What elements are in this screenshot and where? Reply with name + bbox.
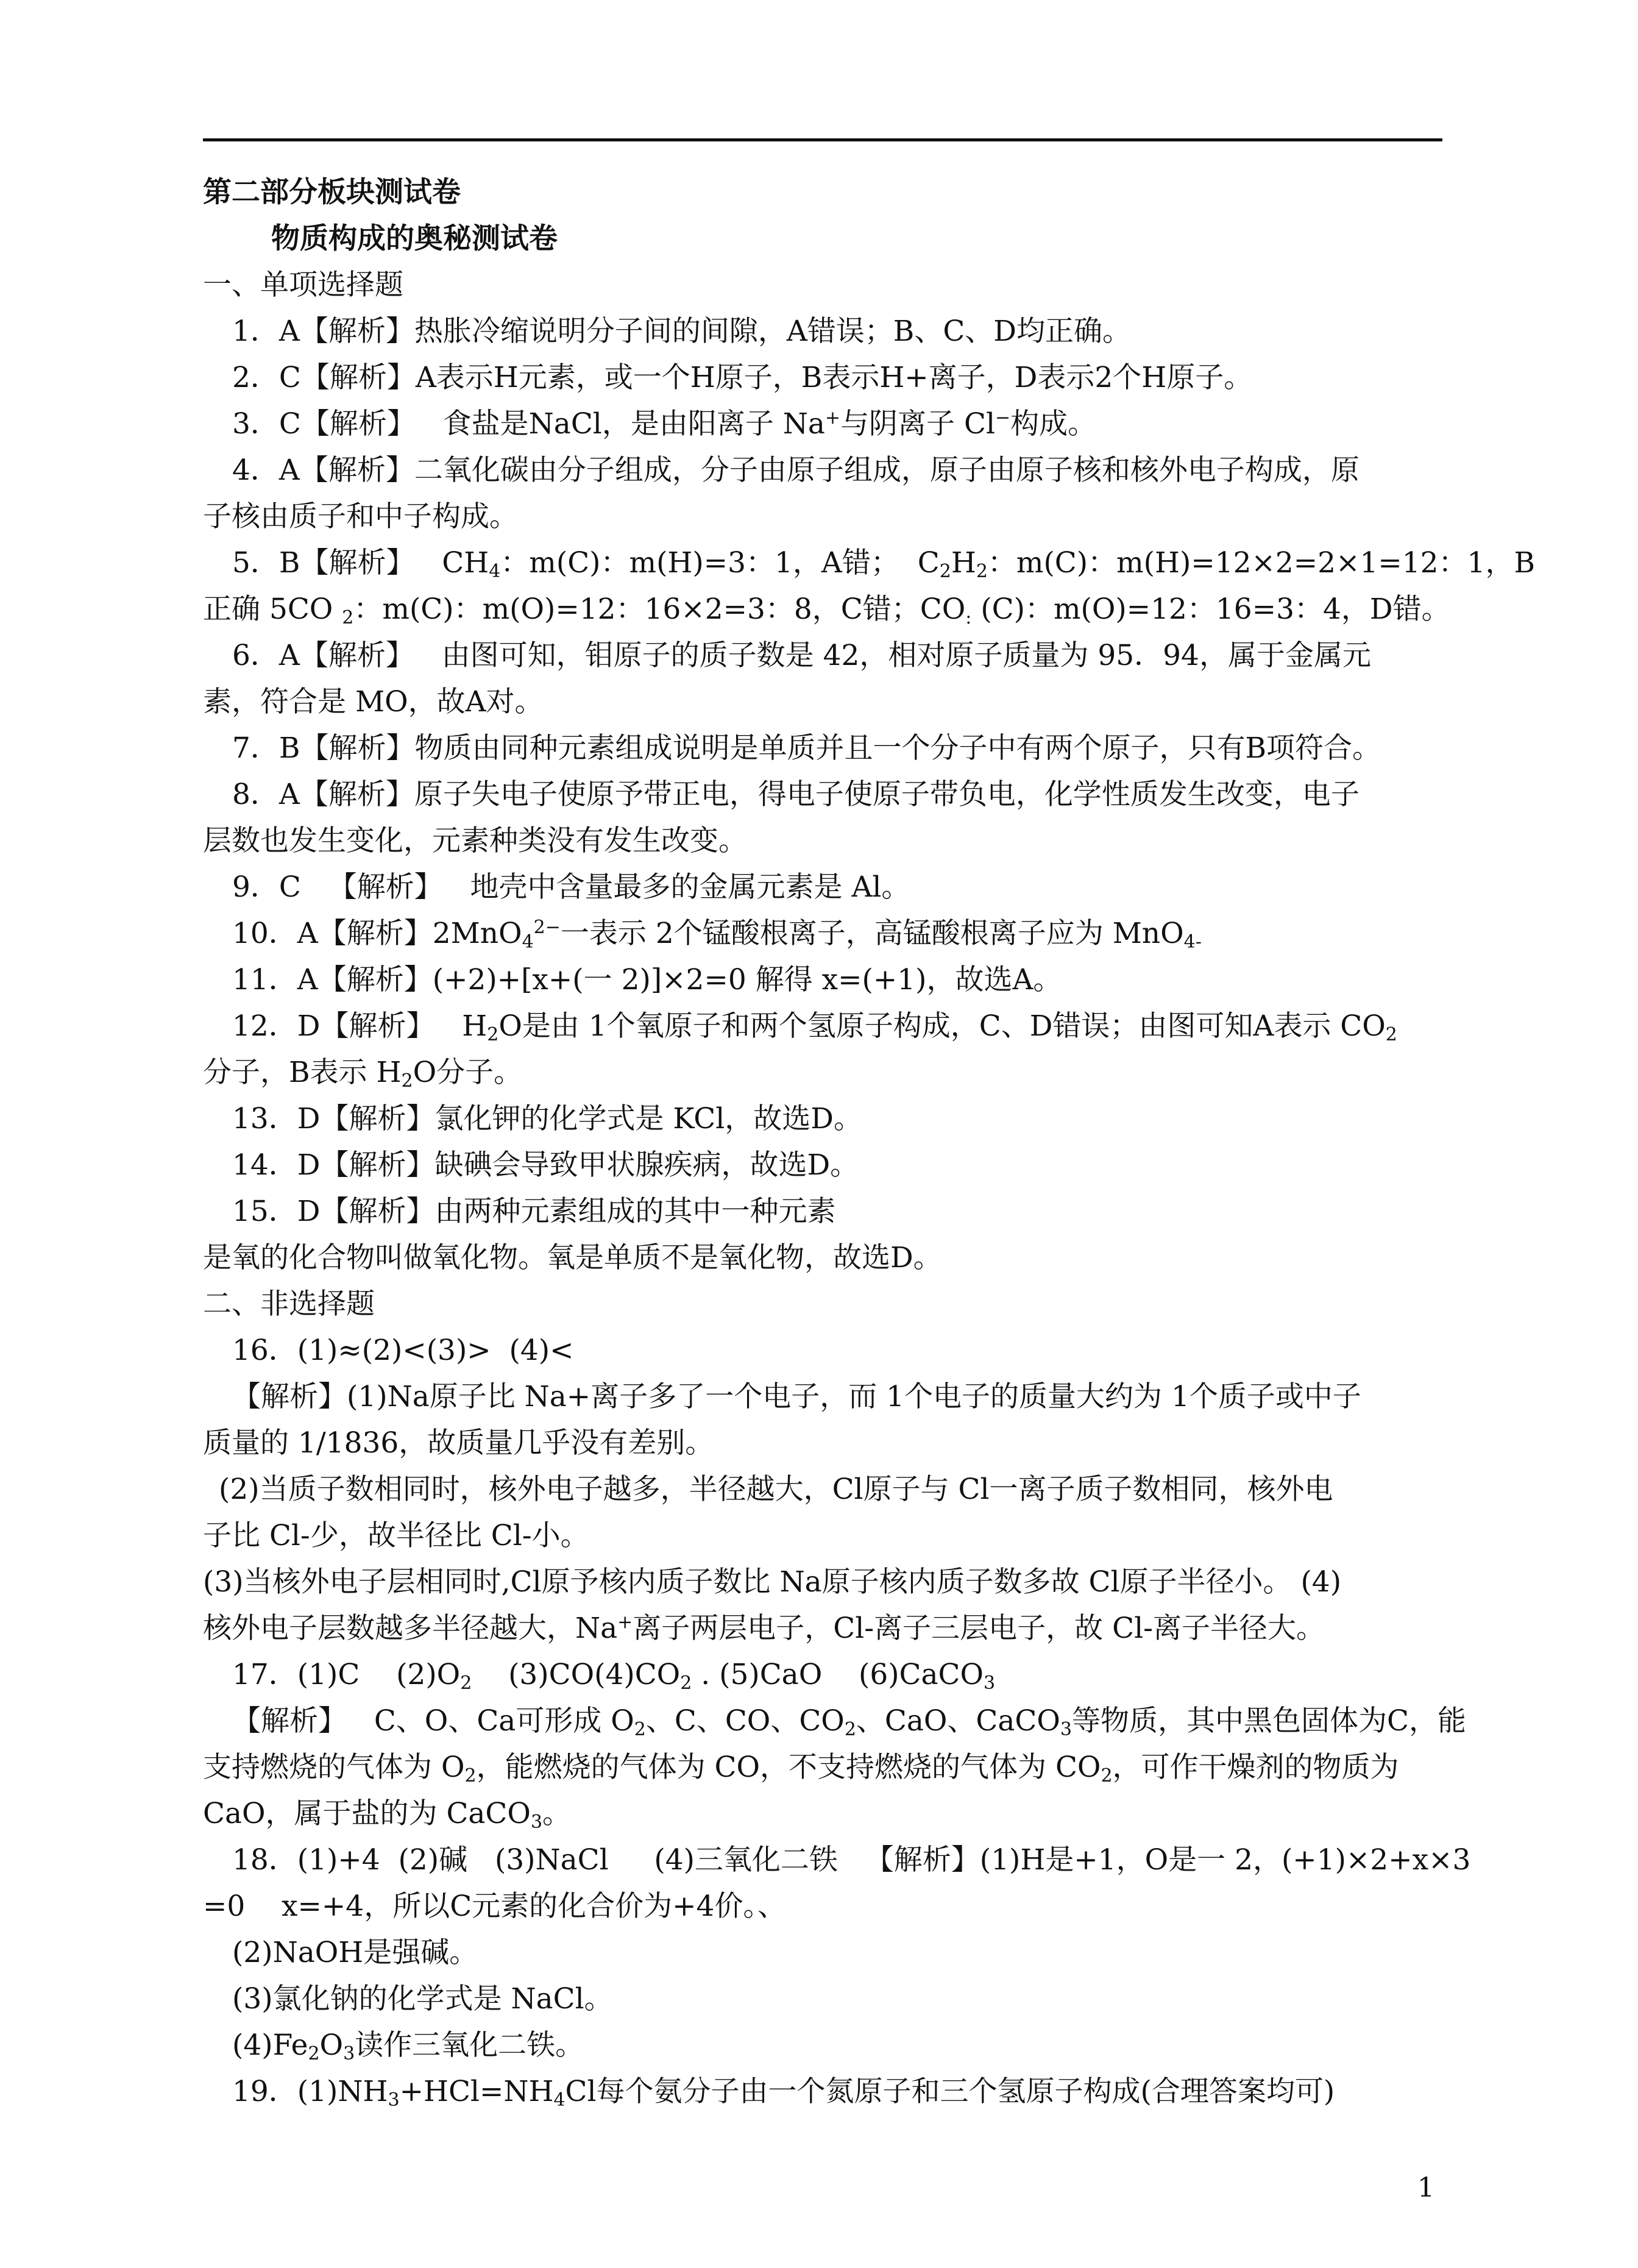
subscript: 2 — [634, 1719, 646, 1740]
answer-text — [203, 169, 1536, 2115]
subscript: 4 — [522, 931, 534, 953]
text-run: 离子两层电子，Cl-离子三层电子，故 Cl-离子半径大。 — [633, 1612, 1325, 1645]
answer-q2: 2．C【解析】A表示H元素，或一个H原子，B表示H+离子，D表示2个H原子。 — [232, 361, 1253, 394]
explain-q16-line4: 子比 Cl-少，故半径比 Cl-小。 — [203, 1519, 589, 1552]
text-run: 【解析】 C、O、Ca可形成 O — [232, 1704, 634, 1738]
explain-q16-line1: 【解析】(1)Na原子比 Na+离子多了一个电子，而 1个电子的质量大约为 1个质子或中子 — [232, 1380, 1361, 1413]
answer-q14: 14．D【解析】缺碘会导致甲状腺疾病，故选D。 — [232, 1148, 859, 1182]
answer-q4-line2: 子核由质子和中子构成。 — [203, 500, 518, 533]
subscript: 3 — [388, 2089, 400, 2111]
answer-q13: 13．D【解析】氯化钾的化学式是 KCl，故选D。 — [232, 1102, 862, 1136]
explain-q18-line4 — [203, 2022, 1452, 2069]
subscript: 2 — [460, 1673, 472, 1694]
subscript: 2 — [1385, 1024, 1397, 1045]
answer-q17 — [203, 1652, 1452, 1698]
text-run: 核外电子层数越多半径越大，Na — [203, 1612, 618, 1645]
text-run: ，可作干燥剂的物质为 — [1112, 1751, 1399, 1784]
subscript: 4 — [553, 2089, 566, 2111]
text-run: (3)CO(4)CO — [472, 1658, 681, 1691]
page-number: 1 — [1417, 2172, 1434, 2203]
subscript: 2 — [844, 1719, 856, 1740]
subscript: 2 — [487, 1024, 499, 1045]
text-run: Cl每个氨分子由一个氮原子和三个氢原子构成(合理答案均可) — [565, 2075, 1335, 2108]
subscript: 3 — [984, 1673, 996, 1694]
answer-q7: 7．B【解析】物质由同种元素组成说明是单质并且一个分子中有两个原子，只有B项符合。 — [232, 731, 1381, 765]
subscript: 3 — [530, 1811, 543, 1833]
answer-q11: 11．A【解析】(+2)+[x+(一 2)]×2=0 解得 x=(+1)，故选A。 — [232, 963, 1062, 997]
text-run: . (5)CaO (6)CaCO — [692, 1658, 984, 1691]
text-run: ：m(C)：m(H)=3：1，A错； C — [500, 546, 940, 580]
text-run: 10．A【解析】2MnO — [232, 917, 522, 950]
explain-q17-line2 — [203, 1744, 1452, 1791]
text-run: 5．B【解析】 CH — [232, 546, 489, 580]
text-run: O分子。 — [413, 1056, 523, 1089]
subscript: 2 — [464, 1765, 477, 1786]
subscript: 2 — [1101, 1765, 1113, 1786]
answer-q15-line2: 是氧的化合物叫做氧化物。氧是单质不是氧化物，故选D。 — [203, 1241, 942, 1274]
subscript: 3 — [1060, 1719, 1072, 1740]
part1-heading: 一、单项选择题 — [203, 268, 403, 302]
answer-q10 — [203, 911, 1452, 957]
explain-q16-line6 — [203, 1605, 1452, 1652]
answer-q4-line1: 4．A【解析】二氧化碳由分子组成，分子由原子组成，原子由原子核和核外电子构成，原 — [232, 453, 1360, 487]
test-title: 物质构成的奥秘测试卷 — [271, 222, 558, 255]
answer-q15-line1: 15．D【解析】由两种元素组成的其中一种元素 — [232, 1195, 836, 1228]
subscript: 2 — [308, 2043, 320, 2064]
text-run: 与阴离子 Cl — [840, 407, 995, 441]
answer-q6-line2: 素，符合是 MO，故A对。 — [203, 685, 544, 719]
text-run: 17．(1)C (2)O — [232, 1658, 461, 1691]
explain-q16-line5: (3)当核外电子层相同时,Cl原予核内质子数比 Na原子核内质子数多故 Cl原子半径小。 (4) — [203, 1565, 1342, 1599]
text-run: 3．C【解析】 食盐是NaCl，是由阳离子 Na — [232, 407, 825, 441]
text-run: 分子，B表示 H — [203, 1056, 402, 1089]
answer-q1: 1．A【解析】热胀冷缩说明分子间的间隙，A错误；B、C、D均正确。 — [232, 315, 1131, 348]
explain-q16-line3: (2)当质子数相同时，核外电子越多，半径越大，Cl原子与 Cl一离子质子数相同，核外电 — [219, 1473, 1333, 1506]
subscript: 2 — [342, 607, 354, 628]
text-run: 等物质，其中黑色固体为C，能 — [1072, 1704, 1466, 1738]
part2-heading: 二、非选择题 — [203, 1287, 375, 1321]
answer-q9: 9．C 【解析】 地壳中含量最多的金属元素是 Al。 — [232, 870, 910, 904]
text-run: ，能燃烧的气体为 CO，不支持燃烧的气体为 CO — [476, 1751, 1101, 1784]
explain-q18-line3: (3)氯化钠的化学式是 NaCl。 — [232, 1982, 613, 2016]
answer-q5-line2 — [203, 586, 1452, 633]
answer-q6-line1: 6．A【解析】 由图可知，钼原子的质子数是 42，相对原子质量为 95．94，属于金属元 — [232, 639, 1371, 672]
text-run: 一表示 2个锰酸根离子，高锰酸根离子应为 MnO — [560, 917, 1184, 950]
text-run: ：m(C)：m(H)=12×2=2×1=12：1，B — [987, 546, 1536, 580]
explain-q17-line1 — [203, 1698, 1466, 1744]
answer-q8-line2: 层数也发生变化，元素种类没有发生改变。 — [203, 824, 747, 858]
subscript: 4 — [489, 561, 501, 582]
subscript: : — [965, 607, 972, 628]
text-run: O — [319, 2028, 344, 2062]
subscript: 2 — [680, 1673, 692, 1694]
explain-q17-line3 — [203, 1791, 1452, 1837]
text-run: 、CaO、CaCO — [856, 1704, 1060, 1738]
text-run: 读作三氧化二铁。 — [355, 2028, 584, 2062]
text-run: 12．D【解析】 H — [232, 1009, 488, 1043]
answer-q16: 16．(1)≈(2)<(3)> (4)< — [232, 1334, 574, 1367]
answer-q19 — [203, 2069, 1452, 2115]
text-run: (C)：m(O)=12：16=3：4，D错。 — [971, 592, 1450, 626]
text-run: ：m(C)：m(O)=12：16×2=3：8，C错；CO — [353, 592, 966, 626]
superscript: 2− — [533, 917, 561, 938]
text-run: CaO，属于盐的为 CaCO — [203, 1797, 531, 1830]
explain-q18-line2: (2)NaOH是强碱。 — [232, 1936, 478, 1969]
text-run: 正确 5CO — [203, 592, 342, 626]
answer-q12-line2 — [203, 1050, 1452, 1096]
answer-q8-line1: 8．A【解析】原子失电子使原予带正电，得电子使原子带负电，化学性质发生改变，电子 — [232, 778, 1360, 811]
superscript: − — [995, 407, 1011, 428]
section-title: 第二部分板块测试卷 — [203, 176, 461, 209]
subscript: 4- — [1183, 931, 1202, 953]
subscript: 2 — [939, 561, 951, 582]
answer-q18-line2: =0 x=+4，所以C元素的化合价为+4价。、 — [203, 1889, 786, 1923]
text-run: O是由 1个氧原子和两个氢原子构成，C、D错误；由图可知A表示 CO — [498, 1009, 1386, 1043]
subscript: 3 — [343, 2043, 355, 2064]
text-run: H — [951, 546, 976, 580]
superscript: + — [617, 1612, 633, 1633]
text-run: 构成。 — [1010, 407, 1097, 441]
answer-q5-line1 — [203, 540, 1536, 586]
text-run: +HCl=NH — [399, 2075, 554, 2108]
text-run: (4)Fe — [232, 2028, 308, 2062]
text-run: 支持燃烧的气体为 O — [203, 1751, 465, 1784]
answer-q3 — [203, 401, 1452, 447]
answer-q12-line1 — [203, 1003, 1452, 1050]
text-run: 。 — [542, 1797, 572, 1830]
text-run: 19．(1)NH — [232, 2075, 388, 2108]
answer-q18-line1: 18．(1)+4 (2)碱 (3)NaCl (4)三氧化二铁 【解析】(1)H是+1，O是一 2，(+1)×2+x×3 — [232, 1843, 1471, 1877]
subscript: 2 — [401, 1070, 413, 1092]
text-run: 、C、CO、CO — [645, 1704, 845, 1738]
subscript: 2 — [976, 561, 988, 582]
explain-q16-line2: 质量的 1/1836，故质量几乎没有差别。 — [203, 1426, 714, 1460]
superscript: + — [824, 407, 841, 428]
header-rule — [203, 138, 1442, 141]
